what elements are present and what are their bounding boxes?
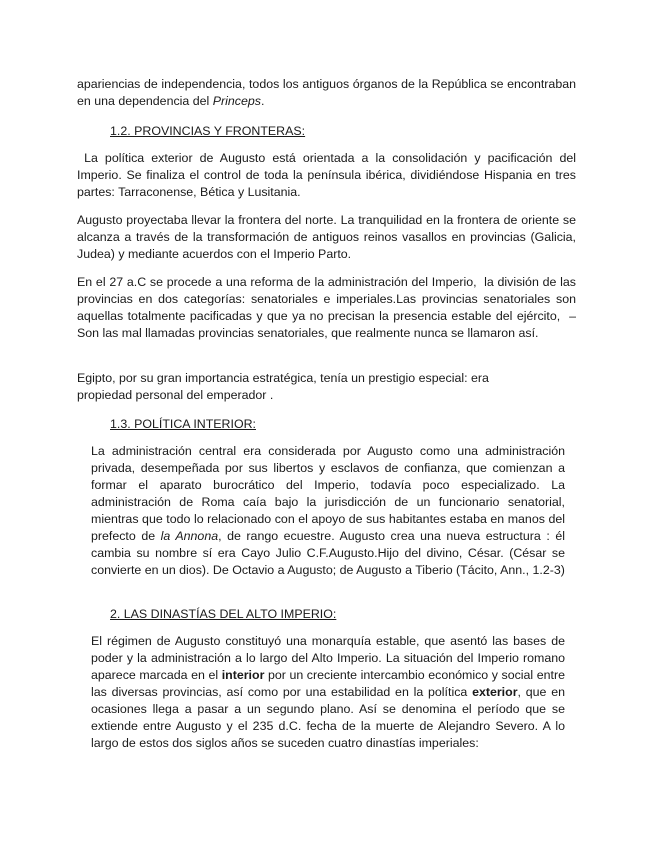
paragraph-regimen-augusto — [91, 633, 565, 752]
paragraph-intro-text: apariencias de independencia, todos los antiguos órganos de la República se encontraban en una dependencia del — [77, 77, 576, 108]
annona-italic: la Annona — [160, 529, 219, 543]
paragraph-regimen-text-3: , que en ocasiones llega a pasar a un segundo plano. Así se denomina el período que se extiende entre Augusto y el 235 d.C. fecha de la muerte de Alejandro Severo. A lo largo de estos dos siglos años se suceden cuatro dinastías imperiales: — [91, 685, 565, 750]
paragraph-admin-text-2: , de rango ecuestre. Augusto crea una nueva estructura : él cambia su nombre sí era Cayo Julio C.F.Augusto.Hijo del divino, César. (César se convierte en un dios). De Octavio a Augusto; de Augusto a Tiberio (Tácito, Ann., 1.2-3) — [91, 529, 565, 577]
paragraph-egipto: Egipto, por su gran importancia estratégica, tenía un prestigio especial: era propiedad personal del emperador . — [77, 371, 489, 402]
paragraph-regimen-text-2: por un creciente intercambio económico y social entre las diversas provincias, así como por una estabilidad en la política — [91, 668, 566, 699]
exterior-bold: exterior — [472, 685, 518, 699]
heading-provincias-fronteras: 1.2. PROVINCIAS Y FRONTERAS: — [110, 124, 306, 138]
paragraph-politica-exterior: La política exterior de Augusto está orientada a la consolidación y pacificación del Imperio. Se finaliza el control de toda la península ibérica, dividiéndose Hispania en tres partes: Tarraconense, Bética y Lusitania. — [77, 151, 580, 199]
heading-dinastias-alto-imperio: 2. LAS DINASTÍAS DEL ALTO IMPERIO: — [110, 607, 337, 621]
paragraph-intro — [77, 76, 576, 110]
paragraph-reforma-administracion: En el 27 a.C se procede a una reforma de la administración del Imperio, la división de las provincias en dos categorías: senatoriales e imperiales.Las provincias senatoriales son aquellas totalmente pacificadas y que ya no precisan la presencia estable del ejército, –Son las mal llamadas provincias senatoriales, que realmente nunca se llamaron así. — [77, 275, 580, 340]
paragraph-regimen-text-1: El régimen de Augusto constituyó una monarquía estable, que asentó las bases de poder y la administración a lo largo del Alto Imperio. La situación del Imperio romano aparece marcada en el — [91, 634, 565, 682]
paragraph-admin-text-1: La administración central era considerada por Augusto como una administración privada, desempeñada por sus libertos y esclavos de confianza, que comienzan a formar el aparato burocrático del Imperio, todavía poco especializado. La administración de Roma caía bajo la jurisdicción de un funcionario senatorial, mientras que todo lo relacionado con el apoyo de sus habitantes estaba en manos del prefecto de — [91, 444, 565, 543]
paragraph-administracion-central — [91, 443, 565, 579]
interior-bold: interior — [221, 668, 265, 682]
princeps-italic: Princeps — [212, 94, 261, 108]
heading-politica-interior: 1.3. POLÍTICA INTERIOR: — [110, 417, 256, 431]
paragraph-intro-end: . — [260, 94, 265, 108]
paragraph-frontera-norte: Augusto proyectaba llevar la frontera del norte. La tranquilidad en la frontera de oriente se alcanza a través de la transformación de antiguos reinos vasallos en provincias (Galicia, Judea) y mediante acuerdos con el Imperio Parto. — [77, 213, 576, 261]
